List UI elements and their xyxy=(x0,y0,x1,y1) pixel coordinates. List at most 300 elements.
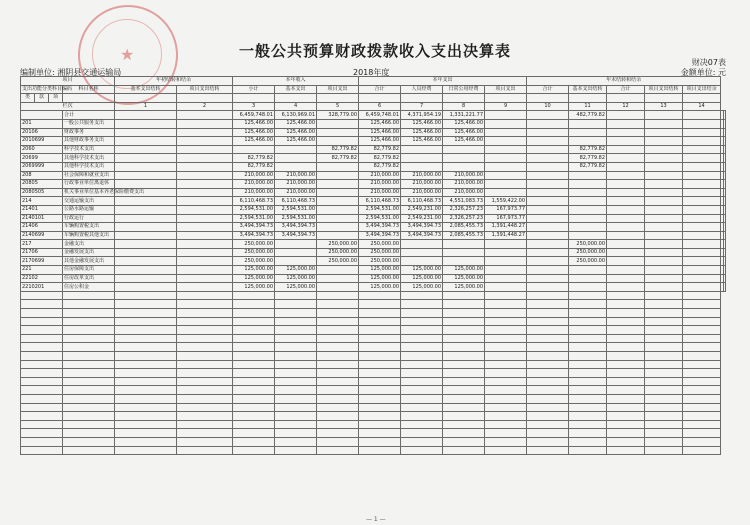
row-value: 125,000.00 xyxy=(359,283,401,292)
row-value: 125,000.00 xyxy=(233,274,275,283)
index-cell: 5 xyxy=(317,102,359,111)
header-blank xyxy=(63,94,115,103)
row-value xyxy=(359,317,401,326)
table-row-empty xyxy=(21,386,726,395)
row-code xyxy=(21,386,63,395)
row-value: 125,000.00 xyxy=(233,283,275,292)
row-value xyxy=(115,111,177,120)
row-value xyxy=(233,369,275,378)
row-value xyxy=(607,248,645,257)
row-value xyxy=(683,394,721,403)
row-value xyxy=(569,446,607,455)
row-value xyxy=(683,334,721,343)
row-value xyxy=(443,377,485,386)
row-value xyxy=(569,309,607,318)
row-value xyxy=(115,446,177,455)
row-value xyxy=(607,291,645,300)
index-cell: 14 xyxy=(683,102,721,111)
row-value xyxy=(607,111,645,120)
row-value xyxy=(233,394,275,403)
row-value xyxy=(401,162,443,171)
row-value xyxy=(177,128,233,137)
index-cell: 2 xyxy=(177,102,233,111)
row-value xyxy=(723,248,725,257)
row-value xyxy=(527,377,569,386)
row-value: 6,130,969.01 xyxy=(275,111,317,120)
row-value xyxy=(485,240,527,249)
row-value xyxy=(443,429,485,438)
row-value xyxy=(443,240,485,249)
row-value xyxy=(607,257,645,266)
row-value xyxy=(275,240,317,249)
row-value xyxy=(645,283,683,292)
row-value xyxy=(63,403,115,412)
row-value xyxy=(401,309,443,318)
row-value xyxy=(723,240,725,249)
row-value xyxy=(401,403,443,412)
row-value xyxy=(317,162,359,171)
row-value xyxy=(115,128,177,137)
row-value xyxy=(485,343,527,352)
row-value xyxy=(317,171,359,180)
row-value xyxy=(527,403,569,412)
row-value xyxy=(607,369,645,378)
row-value xyxy=(275,429,317,438)
row-value: 167,973.77 xyxy=(485,214,527,223)
row-value: 250,000.00 xyxy=(233,257,275,266)
row-value xyxy=(527,334,569,343)
header-expense: 本年支出 xyxy=(359,77,527,86)
row-value xyxy=(317,266,359,275)
row-value xyxy=(527,309,569,318)
row-value xyxy=(177,240,233,249)
row-value xyxy=(275,412,317,421)
row-code: 20699 xyxy=(21,154,63,163)
row-value xyxy=(683,240,721,249)
row-value xyxy=(569,386,607,395)
row-value: 210,000.00 xyxy=(233,180,275,189)
row-value: 125,000.00 xyxy=(401,274,443,283)
row-value xyxy=(401,326,443,335)
row-value: 250,000.00 xyxy=(317,257,359,266)
row-code xyxy=(21,326,63,335)
row-value xyxy=(63,352,115,361)
row-value xyxy=(485,274,527,283)
row-value xyxy=(645,180,683,189)
row-value: 250,000.00 xyxy=(359,257,401,266)
row-value xyxy=(177,248,233,257)
row-code xyxy=(21,429,63,438)
row-value xyxy=(275,360,317,369)
row-value xyxy=(443,386,485,395)
row-value: 125,000.00 xyxy=(359,274,401,283)
row-code xyxy=(21,317,63,326)
row-value: 210,000.00 xyxy=(275,171,317,180)
row-value xyxy=(723,231,725,240)
row-value: 210,000.00 xyxy=(359,171,401,180)
row-name: 财政事务 xyxy=(63,128,115,137)
row-value: 3,494,394.73 xyxy=(359,231,401,240)
row-value xyxy=(485,394,527,403)
row-value xyxy=(233,317,275,326)
row-value xyxy=(723,145,725,154)
row-value xyxy=(63,291,115,300)
row-value xyxy=(527,145,569,154)
row-code xyxy=(21,352,63,361)
row-value xyxy=(569,369,607,378)
row-value xyxy=(359,394,401,403)
row-value: 2,594,531.00 xyxy=(275,205,317,214)
row-name: 合计 xyxy=(63,111,115,120)
row-code xyxy=(21,343,63,352)
header-blank xyxy=(683,94,721,103)
row-value xyxy=(527,248,569,257)
row-value xyxy=(645,317,683,326)
row-value xyxy=(607,214,645,223)
row-value xyxy=(645,352,683,361)
row-value xyxy=(607,420,645,429)
row-value: 82,779.82 xyxy=(317,154,359,163)
row-value xyxy=(115,283,177,292)
header-row-2 xyxy=(21,85,726,94)
row-value xyxy=(645,231,683,240)
table-row xyxy=(21,205,726,214)
table-row xyxy=(21,214,726,223)
row-value xyxy=(645,205,683,214)
row-code xyxy=(21,420,63,429)
row-value xyxy=(683,291,721,300)
row-value xyxy=(317,188,359,197)
row-value xyxy=(115,429,177,438)
row-value xyxy=(607,334,645,343)
row-value xyxy=(485,257,527,266)
row-value xyxy=(607,412,645,421)
row-value xyxy=(527,197,569,206)
row-value xyxy=(607,394,645,403)
row-value xyxy=(233,352,275,361)
row-value xyxy=(359,326,401,335)
row-name: 车辆购置税支出 xyxy=(63,223,115,232)
row-value xyxy=(275,386,317,395)
row-value xyxy=(115,403,177,412)
table-row-empty xyxy=(21,437,726,446)
table-row xyxy=(21,180,726,189)
row-value xyxy=(569,283,607,292)
row-value xyxy=(443,309,485,318)
row-value xyxy=(683,205,721,214)
row-value: 3,494,394.73 xyxy=(233,223,275,232)
row-value xyxy=(317,369,359,378)
row-value: 250,000.00 xyxy=(317,248,359,257)
row-value xyxy=(569,377,607,386)
row-value xyxy=(527,317,569,326)
table-row xyxy=(21,266,726,275)
row-name: 社会保障和就业支出 xyxy=(63,171,115,180)
row-value xyxy=(359,352,401,361)
row-value xyxy=(177,386,233,395)
row-value xyxy=(443,394,485,403)
row-value: 250,000.00 xyxy=(233,240,275,249)
header-blank xyxy=(569,94,607,103)
row-value xyxy=(275,403,317,412)
index-label: 栏次 xyxy=(21,102,115,111)
row-value xyxy=(63,326,115,335)
row-value: 250,000.00 xyxy=(233,248,275,257)
row-value xyxy=(607,137,645,146)
row-value: 210,000.00 xyxy=(401,188,443,197)
page-footer: — 1 — xyxy=(366,516,386,523)
row-value xyxy=(485,326,527,335)
row-value xyxy=(63,386,115,395)
row-value xyxy=(233,412,275,421)
row-value: 1,391,448.27 xyxy=(485,231,527,240)
row-value xyxy=(723,205,725,214)
row-value xyxy=(177,352,233,361)
row-value xyxy=(723,137,725,146)
row-code xyxy=(21,412,63,421)
row-value xyxy=(115,420,177,429)
row-value xyxy=(275,300,317,309)
header-row-3 xyxy=(21,94,726,103)
row-value xyxy=(443,257,485,266)
row-code: 2060 xyxy=(21,145,63,154)
row-value xyxy=(683,446,721,455)
row-value xyxy=(443,162,485,171)
row-value xyxy=(317,429,359,438)
header-blank xyxy=(177,94,233,103)
index-cell: 7 xyxy=(401,102,443,111)
row-value xyxy=(317,274,359,283)
row-value xyxy=(607,283,645,292)
row-value: 125,000.00 xyxy=(275,274,317,283)
row-value xyxy=(645,188,683,197)
row-value xyxy=(683,137,721,146)
row-value xyxy=(485,180,527,189)
row-value xyxy=(177,223,233,232)
table-row xyxy=(21,283,726,292)
row-name: 住房改革支出 xyxy=(63,274,115,283)
row-value xyxy=(485,334,527,343)
row-value: 250,000.00 xyxy=(317,240,359,249)
header-begin-balance: 年初结转和结余 xyxy=(115,77,233,86)
row-value xyxy=(317,180,359,189)
row-value xyxy=(683,274,721,283)
row-value xyxy=(645,386,683,395)
row-value: 125,000.00 xyxy=(233,266,275,275)
report-title: 一般公共预算财政拨款收入支出决算表 xyxy=(238,42,511,60)
row-value: 1,331,221.77 xyxy=(443,111,485,120)
table-row-empty xyxy=(21,377,726,386)
row-value xyxy=(359,386,401,395)
row-value xyxy=(177,412,233,421)
row-value xyxy=(645,420,683,429)
row-value xyxy=(115,334,177,343)
row-value xyxy=(485,137,527,146)
row-value xyxy=(527,137,569,146)
row-value xyxy=(115,326,177,335)
row-value xyxy=(527,266,569,275)
row-value xyxy=(683,162,721,171)
row-value xyxy=(115,394,177,403)
row-value xyxy=(569,171,607,180)
row-value xyxy=(177,437,233,446)
row-value xyxy=(275,326,317,335)
row-value xyxy=(683,154,721,163)
row-code: 201 xyxy=(21,119,63,128)
row-value xyxy=(317,343,359,352)
row-value xyxy=(359,309,401,318)
row-value xyxy=(115,145,177,154)
row-value xyxy=(723,154,725,163)
row-value xyxy=(115,369,177,378)
row-value: 125,000.00 xyxy=(443,274,485,283)
row-value xyxy=(527,360,569,369)
index-cell: 6 xyxy=(359,102,401,111)
row-value xyxy=(275,317,317,326)
row-value xyxy=(607,162,645,171)
row-value xyxy=(233,360,275,369)
row-value xyxy=(485,291,527,300)
row-value xyxy=(177,317,233,326)
row-value xyxy=(683,300,721,309)
row-name: 科学技术支出 xyxy=(63,145,115,154)
row-value: 3,494,394.73 xyxy=(401,231,443,240)
row-value xyxy=(177,266,233,275)
row-value xyxy=(569,197,607,206)
header-kind: 款 xyxy=(35,94,49,103)
row-value xyxy=(723,214,725,223)
row-value xyxy=(683,128,721,137)
row-value xyxy=(683,352,721,361)
row-value xyxy=(527,223,569,232)
row-value xyxy=(317,309,359,318)
row-value xyxy=(401,257,443,266)
row-value xyxy=(443,343,485,352)
row-value xyxy=(275,377,317,386)
row-value xyxy=(177,360,233,369)
row-value: 210,000.00 xyxy=(443,180,485,189)
table-row-empty xyxy=(21,446,726,455)
row-value: 3,494,394.73 xyxy=(401,223,443,232)
row-value xyxy=(233,326,275,335)
row-value xyxy=(527,274,569,283)
budget-table xyxy=(20,76,726,455)
row-value xyxy=(359,437,401,446)
row-value xyxy=(569,334,607,343)
row-value xyxy=(569,420,607,429)
header-name: 科目名称 xyxy=(63,85,115,94)
row-value xyxy=(527,300,569,309)
row-value xyxy=(683,309,721,318)
row-value xyxy=(569,343,607,352)
header-blank xyxy=(275,94,317,103)
row-value xyxy=(177,429,233,438)
row-value xyxy=(177,145,233,154)
header-basic-exp: 基本支出 xyxy=(275,85,317,94)
row-value xyxy=(485,128,527,137)
row-value xyxy=(527,283,569,292)
row-value xyxy=(317,412,359,421)
row-value xyxy=(527,257,569,266)
table-row-empty xyxy=(21,300,726,309)
row-value xyxy=(317,377,359,386)
row-value xyxy=(401,420,443,429)
row-value xyxy=(115,300,177,309)
row-value: 6,110,468.73 xyxy=(401,197,443,206)
row-value xyxy=(317,352,359,361)
row-value xyxy=(527,386,569,395)
table-row xyxy=(21,248,726,257)
row-value xyxy=(569,223,607,232)
row-value xyxy=(177,205,233,214)
row-value xyxy=(723,111,725,120)
row-value xyxy=(723,197,725,206)
row-value xyxy=(233,437,275,446)
row-value xyxy=(115,343,177,352)
row-code xyxy=(21,446,63,455)
row-code: 221 xyxy=(21,266,63,275)
row-value xyxy=(317,205,359,214)
row-value xyxy=(317,231,359,240)
row-value xyxy=(233,334,275,343)
row-value xyxy=(527,111,569,120)
row-value xyxy=(443,145,485,154)
row-value xyxy=(607,386,645,395)
row-value xyxy=(115,180,177,189)
row-value xyxy=(645,334,683,343)
row-value xyxy=(275,352,317,361)
row-value xyxy=(645,343,683,352)
row-value xyxy=(401,300,443,309)
row-value xyxy=(63,420,115,429)
row-value: 125,466.00 xyxy=(275,128,317,137)
row-value xyxy=(275,334,317,343)
row-value xyxy=(115,291,177,300)
row-value xyxy=(275,257,317,266)
row-code: 2170699 xyxy=(21,257,63,266)
row-value xyxy=(683,360,721,369)
row-value: 250,000.00 xyxy=(359,240,401,249)
row-value xyxy=(317,300,359,309)
row-value: 125,000.00 xyxy=(401,283,443,292)
row-value: 82,779.82 xyxy=(569,154,607,163)
row-value: 125,466.00 xyxy=(233,137,275,146)
row-value xyxy=(569,360,607,369)
row-value xyxy=(275,309,317,318)
row-value xyxy=(569,119,607,128)
row-value xyxy=(723,188,725,197)
row-value xyxy=(177,334,233,343)
table-row xyxy=(21,119,726,128)
row-name: 住房公积金 xyxy=(63,283,115,292)
table-row xyxy=(21,137,726,146)
row-value: 210,000.00 xyxy=(359,180,401,189)
row-value xyxy=(569,128,607,137)
row-value xyxy=(115,154,177,163)
row-value: 125,466.00 xyxy=(401,128,443,137)
row-value xyxy=(317,197,359,206)
row-value xyxy=(485,386,527,395)
row-value: 6,459,748.01 xyxy=(233,111,275,120)
row-value: 125,466.00 xyxy=(443,128,485,137)
row-value xyxy=(443,369,485,378)
row-value: 82,779.82 xyxy=(569,162,607,171)
row-value: 3,494,394.73 xyxy=(233,231,275,240)
row-value xyxy=(569,300,607,309)
row-value xyxy=(645,446,683,455)
row-value: 210,000.00 xyxy=(443,171,485,180)
row-value xyxy=(485,188,527,197)
